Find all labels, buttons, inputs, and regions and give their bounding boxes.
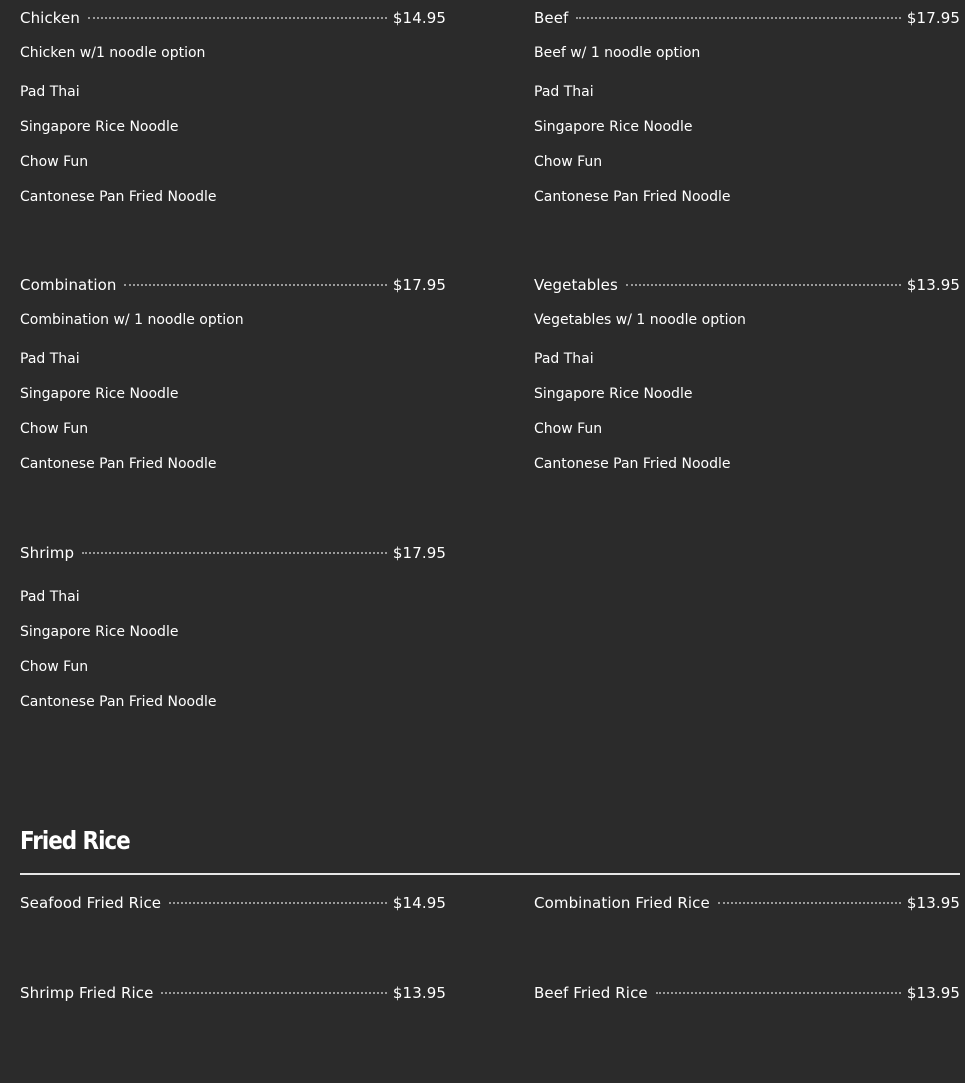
dot-leader bbox=[656, 991, 901, 994]
noodle-option-list bbox=[534, 82, 960, 222]
item-name: Combination bbox=[20, 276, 117, 294]
item-price: $14.95 bbox=[392, 9, 446, 27]
menu-item-shrimp-fried-rice bbox=[20, 984, 446, 1010]
item-header bbox=[534, 894, 960, 920]
item-header bbox=[20, 544, 446, 570]
item-name: Beef bbox=[534, 9, 569, 27]
noodle-option-list bbox=[20, 587, 446, 727]
noodle-option: Pad Thai bbox=[20, 351, 80, 367]
item-name: Beef Fried Rice bbox=[534, 984, 648, 1002]
dot-leader bbox=[626, 283, 901, 286]
item-header bbox=[534, 276, 960, 302]
noodle-option: Singapore Rice Noodle bbox=[534, 386, 693, 402]
dot-leader bbox=[718, 901, 901, 904]
noodle-option: Singapore Rice Noodle bbox=[534, 119, 693, 135]
dot-leader bbox=[88, 16, 387, 19]
dot-leader bbox=[82, 551, 387, 554]
item-price: $14.95 bbox=[392, 894, 446, 912]
item-name: Shrimp bbox=[20, 544, 75, 562]
noodle-option-list bbox=[20, 82, 446, 222]
noodle-option: Chow Fun bbox=[20, 659, 89, 675]
menu-item-seafood-fried-rice bbox=[20, 894, 446, 920]
menu-item-combination-fried-rice bbox=[534, 894, 960, 920]
item-price: $17.95 bbox=[906, 9, 960, 27]
noodle-option: Cantonese Pan Fried Noodle bbox=[20, 456, 217, 472]
noodle-option: Singapore Rice Noodle bbox=[20, 386, 179, 402]
item-name: Combination Fried Rice bbox=[534, 894, 710, 912]
item-header bbox=[534, 9, 960, 35]
item-price: $17.95 bbox=[392, 276, 446, 294]
section-divider bbox=[20, 873, 960, 875]
noodle-option: Pad Thai bbox=[534, 84, 594, 100]
item-price: $13.95 bbox=[906, 984, 960, 1002]
item-price: $13.95 bbox=[392, 984, 446, 1002]
noodle-option: Pad Thai bbox=[534, 351, 594, 367]
noodle-option: Chow Fun bbox=[20, 421, 89, 437]
dot-leader bbox=[169, 901, 387, 904]
noodle-option: Singapore Rice Noodle bbox=[20, 119, 179, 135]
item-name: Chicken bbox=[20, 9, 80, 27]
noodle-option: Cantonese Pan Fried Noodle bbox=[534, 456, 731, 472]
item-price: $13.95 bbox=[906, 276, 960, 294]
item-name: Seafood Fried Rice bbox=[20, 894, 162, 912]
noodle-option: Cantonese Pan Fried Noodle bbox=[20, 694, 217, 710]
noodle-option: Singapore Rice Noodle bbox=[20, 624, 179, 640]
noodle-option: Cantonese Pan Fried Noodle bbox=[20, 189, 217, 205]
dot-leader bbox=[576, 16, 900, 19]
noodle-option: Pad Thai bbox=[20, 589, 80, 605]
item-price: $17.95 bbox=[392, 544, 446, 562]
item-header bbox=[534, 984, 960, 1010]
dot-leader bbox=[161, 991, 386, 994]
item-description: Combination w/ 1 noodle option bbox=[20, 312, 244, 328]
menu-item-beef-fried-rice bbox=[534, 984, 960, 1010]
noodle-option: Chow Fun bbox=[20, 154, 89, 170]
menu-item-beef bbox=[534, 9, 960, 222]
item-description: Chicken w/1 noodle option bbox=[20, 45, 206, 61]
item-description: Beef w/ 1 noodle option bbox=[534, 45, 701, 61]
dot-leader bbox=[124, 283, 386, 286]
item-description: Vegetables w/ 1 noodle option bbox=[534, 312, 746, 328]
section-title-fried-rice: Fried Rice bbox=[20, 826, 130, 855]
noodle-option-list bbox=[20, 349, 446, 489]
noodle-option: Chow Fun bbox=[534, 421, 603, 437]
item-name: Shrimp Fried Rice bbox=[20, 984, 154, 1002]
menu-item-vegetables bbox=[534, 276, 960, 489]
item-header bbox=[20, 984, 446, 1010]
menu-item-chicken bbox=[20, 9, 446, 222]
noodle-option: Cantonese Pan Fried Noodle bbox=[534, 189, 731, 205]
item-name: Vegetables bbox=[534, 276, 618, 294]
item-header bbox=[20, 894, 446, 920]
noodle-option-list bbox=[534, 349, 960, 489]
noodle-option: Chow Fun bbox=[534, 154, 603, 170]
item-price: $13.95 bbox=[906, 894, 960, 912]
item-header bbox=[20, 9, 446, 35]
menu-item-shrimp bbox=[20, 544, 446, 727]
item-header bbox=[20, 276, 446, 302]
menu-item-combination bbox=[20, 276, 446, 489]
noodle-option: Pad Thai bbox=[20, 84, 80, 100]
